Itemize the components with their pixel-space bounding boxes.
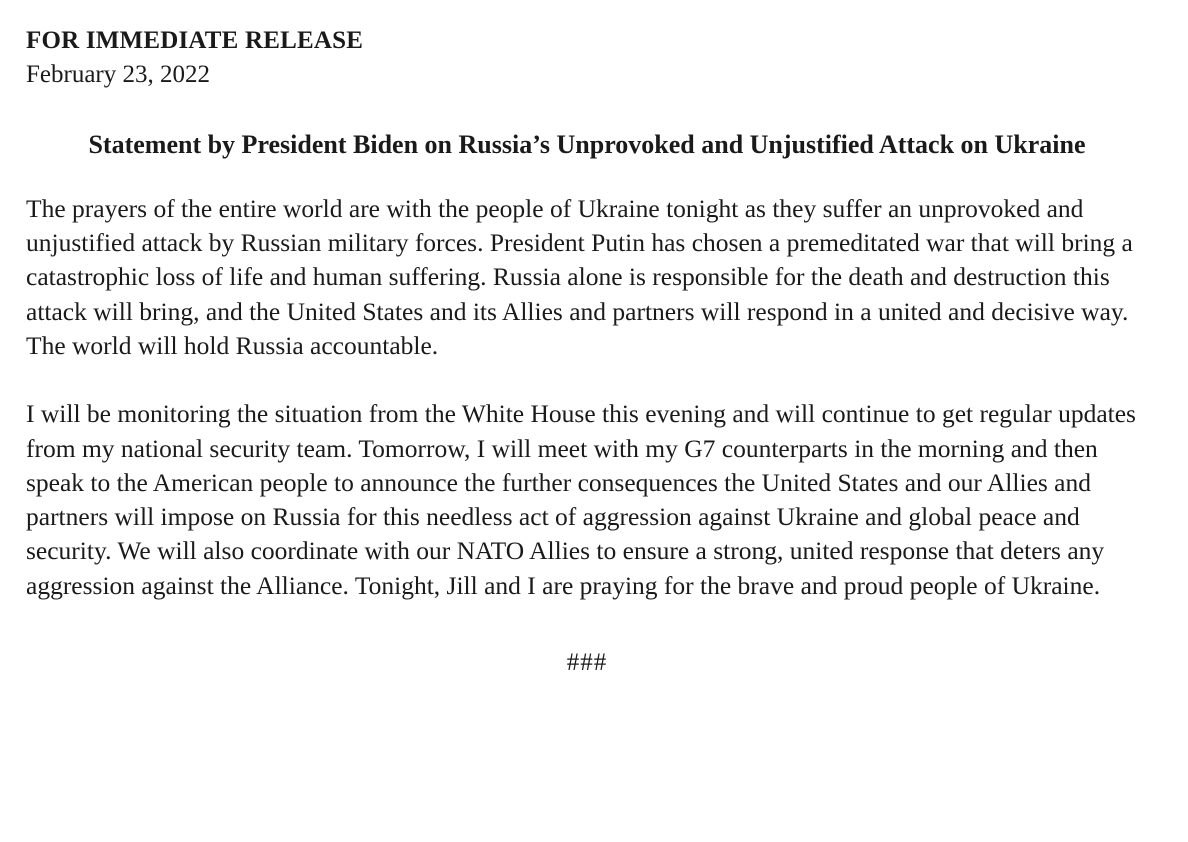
immediate-release-label: FOR IMMEDIATE RELEASE [26, 27, 364, 54]
body-paragraph-2: I will be monitoring the situation from the White House this evening and will continue to get regular updates from my national security team. Tomorrow, I will meet with my G7 counterparts in the morning and then speak to the American people to announce the further consequences the United States and our Allies and partners will impose on Russia for this needless act of aggression against Ukraine and global peace and security. We will also coordinate with our NATO Allies to ensure a strong, united response that deters any aggression against the Alliance. Tonight, Jill and I are praying for the brave and proud people of Ukraine. [26, 399, 1136, 600]
release-date: February 23, 2022 [26, 60, 210, 88]
page-title: Statement by President Biden on Russia’s Unprovoked and Unjustified Attack on Ukraine [88, 129, 1086, 159]
end-mark: ### [566, 649, 608, 677]
body-paragraph-1: The prayers of the entire world are with the people of Ukraine tonight as they suffer an unprovoked and unjustified attack by Russian military forces. President Putin has chosen a premeditated war that will bring a catastrophic loss of life and human suffering. Russia alone is responsible for the death and destruction this attack will bring, and the United States and its Allies and partners will respond in a united and decisive way. The world will hold Russia accountable. [26, 193, 1133, 360]
